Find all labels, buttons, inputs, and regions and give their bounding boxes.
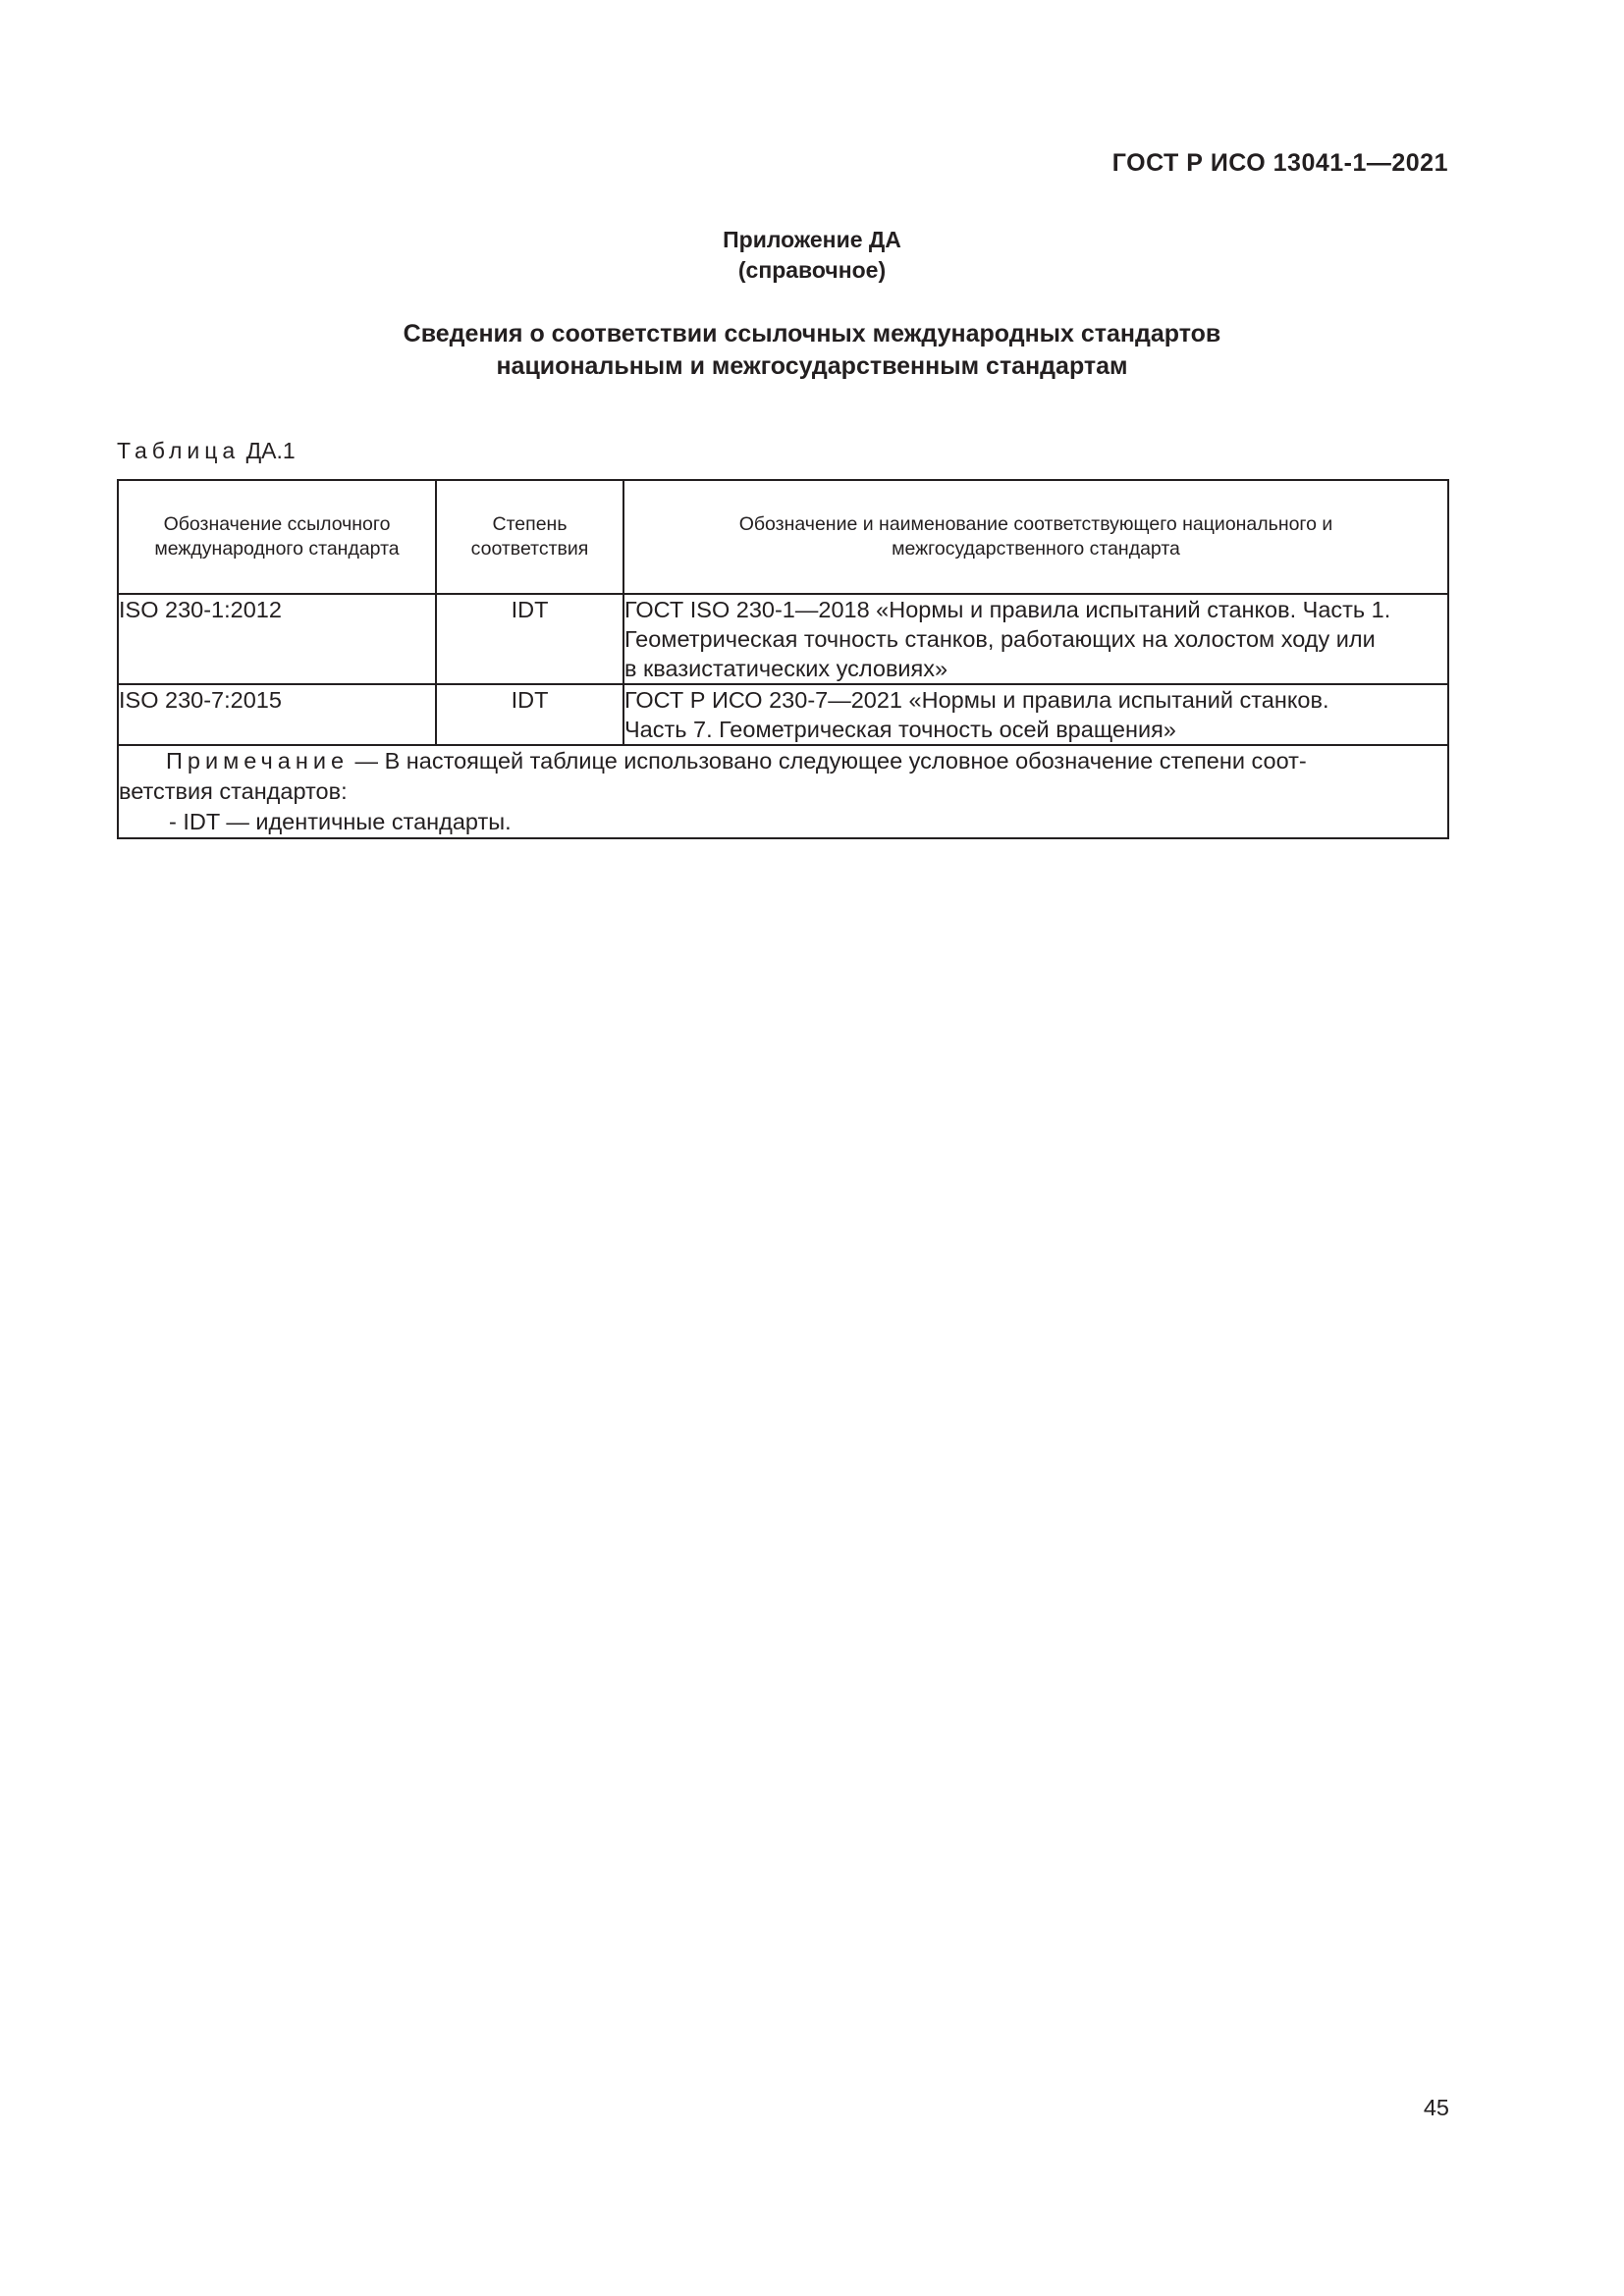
table-caption bbox=[117, 438, 296, 464]
annex-heading-line-2: национальным и межгосударственным стандартам bbox=[496, 352, 1128, 380]
document-code: ГОСТ Р ИСО 13041-1—2021 bbox=[1111, 149, 1448, 177]
annex-kind: (справочное) bbox=[737, 257, 887, 283]
note-text-3: - IDT — идентичные стандарты. bbox=[169, 809, 512, 834]
note-text-1: — В настоящей таблице использовано следующее условное обозначение степени соот- bbox=[349, 748, 1307, 774]
note-text-2: ветствия стандартов: bbox=[119, 778, 348, 804]
annex-title: Приложение ДА bbox=[723, 227, 901, 252]
table-row bbox=[118, 594, 1448, 684]
page-number: 45 bbox=[1423, 2095, 1449, 2120]
note-label: Примечание bbox=[166, 748, 350, 774]
cell-degree: IDT bbox=[436, 594, 623, 684]
cell-ref-standard: ISO 230-1:2012 bbox=[118, 594, 436, 684]
table-note-row bbox=[118, 745, 1448, 838]
table-header-row bbox=[118, 480, 1448, 594]
table-caption-number: ДА.1 bbox=[245, 438, 296, 463]
table-row bbox=[118, 684, 1448, 745]
correspondence-table bbox=[117, 479, 1449, 839]
table-caption-word: Таблица bbox=[117, 438, 241, 463]
header-ref-standard: Обозначение ссылочного международного стандарта bbox=[118, 480, 436, 594]
header-national-standard: Обозначение и наименование соответствующего национального и межгосударственного стандарта bbox=[623, 480, 1448, 594]
cell-ref-standard: ISO 230-7:2015 bbox=[118, 684, 436, 745]
cell-national-standard: ГОСТ ISO 230-1—2018 «Нормы и правила испытаний станков. Часть 1. Геометрическая точность станков, работающих на холостом ходу или в квазистатических условиях» bbox=[623, 594, 1448, 684]
annex-heading-line-1: Сведения о соответствии ссылочных международных стандартов bbox=[403, 320, 1221, 347]
cell-national-standard: ГОСТ Р ИСО 230-7—2021 «Нормы и правила испытаний станков. Часть 7. Геометрическая точность осей вращения» bbox=[623, 684, 1448, 745]
table-note bbox=[118, 745, 1448, 838]
cell-degree: IDT bbox=[436, 684, 623, 745]
header-degree: Степень соответствия bbox=[436, 480, 623, 594]
